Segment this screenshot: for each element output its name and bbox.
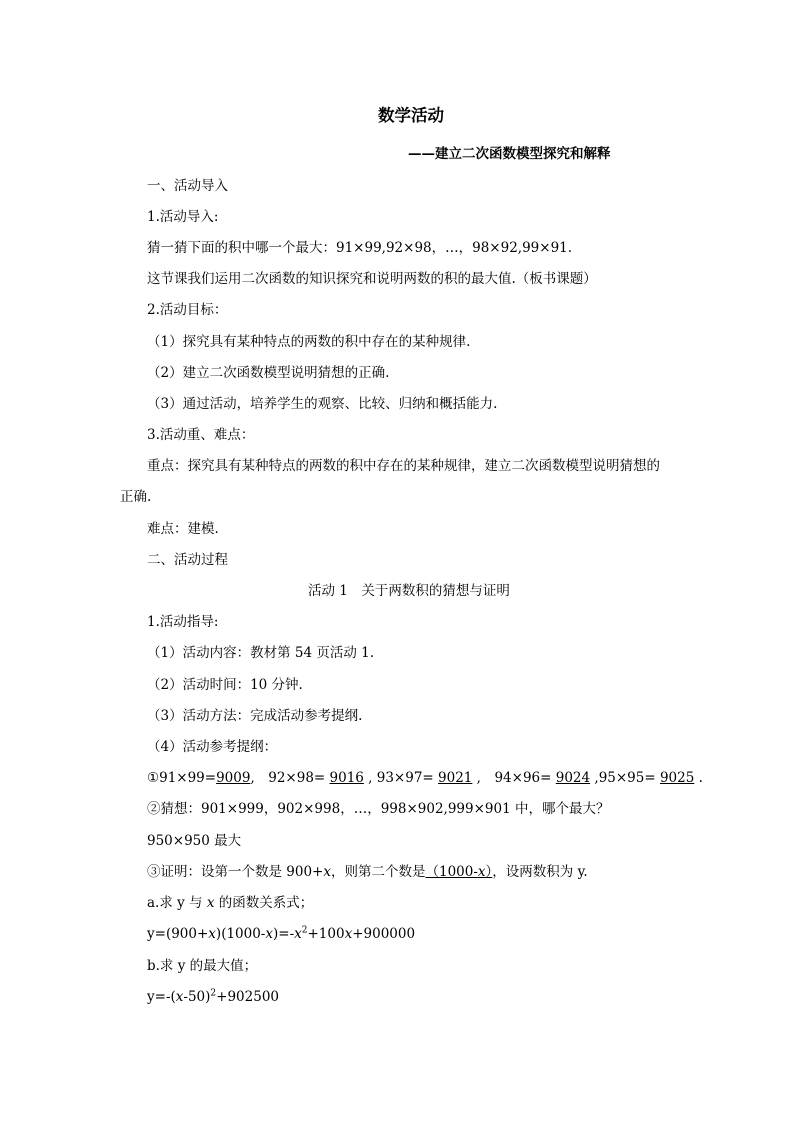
product-expr-4: , 94×96= [472, 770, 556, 786]
eq1-part: +900000 [352, 926, 416, 942]
subsection-heading-goals: 2.活动目标： [147, 302, 228, 318]
eq1-variable: x [208, 926, 216, 942]
product-answer-4: 9024 [555, 770, 591, 786]
eq1-part: y=(900+ [147, 926, 209, 942]
equation-2 [147, 988, 279, 1006]
blank-answer-pre: （1000- [425, 864, 478, 880]
product-answer-5: 9025 [659, 770, 695, 786]
eq1-exponent: 2 [301, 925, 308, 936]
question-a-pre: a.求 y 与 [147, 895, 207, 911]
guess-line: 猜一猜下面的积中哪一个最大：91×99,92×98，…，98×92,99×91. [147, 240, 573, 256]
proof-post: ，设两数积为 y. [492, 864, 588, 880]
goal-item-2: （2）建立二次函数模型说明猜想的正确. [147, 365, 390, 381]
guide-item-1: （1）活动内容：教材第 54 页活动 1. [147, 645, 375, 661]
blank-answer-post: ） [485, 864, 493, 880]
blank-answer-variable: x [477, 864, 486, 880]
eq2-variable: x [175, 989, 184, 1005]
subsection-heading-intro: 1.活动导入: [147, 209, 219, 225]
eq1-variable: x [294, 926, 302, 942]
eq1-part: +100 [307, 926, 345, 942]
eq2-part: y=-( [147, 989, 176, 1005]
eq1-variable: x [344, 926, 353, 942]
proof-variable: x [323, 864, 331, 880]
question-b: b.求 y 的最大值； [147, 958, 258, 974]
equation-1 [147, 925, 415, 943]
product-answer-2: 9016 [329, 770, 364, 786]
products-end: . [694, 770, 703, 786]
proof-blank-answer [426, 864, 493, 880]
question-a-variable: x [206, 895, 215, 911]
guide-item-2: （2）活动时间：10 分钟. [147, 677, 303, 693]
eq1-part: )=- [273, 926, 295, 942]
intro-line: 这节课我们运用二次函数的知识探究和说明两数的积的最大值.（板书课题） [147, 271, 597, 287]
product-answer-1: 9009 [216, 770, 251, 786]
key-point-line-1: 重点：探究具有某种特点的两数的积中存在的某种规律，建立二次函数模型说明猜想的 [147, 458, 660, 474]
product-expr-3: , 93×97= [363, 770, 439, 786]
key-point-line-2: 正确. [120, 489, 152, 505]
section-heading-1: 一、活动导入 [147, 178, 228, 194]
product-expr-2: , 92×98= [250, 770, 330, 786]
document-title: 数学活动 [378, 106, 444, 125]
subsection-heading-keypoints: 3.活动重、难点： [147, 427, 255, 443]
eq2-part: +902500 [216, 989, 280, 1005]
products-line [147, 769, 703, 787]
product-expr-5: ,95×95= [590, 770, 660, 786]
product-expr-1: ①91×99= [147, 770, 217, 786]
document-subtitle: ——建立二次函数模型探究和解释 [408, 146, 611, 162]
question-a-post: 的函数关系式； [214, 895, 314, 911]
goal-item-3: （3）通过活动，培养学生的观察、比较、归纳和概括能力. [147, 396, 498, 412]
conjecture-line: ②猜想：901×999，902×998，…，998×902,999×901 中，哪个最大？ [147, 801, 610, 817]
proof-pre: ③证明：设第一个数是 900+ [147, 864, 324, 880]
guide-item-3: （3）活动方法：完成活动参考提纲. [147, 708, 363, 724]
eq1-part: )(1000- [215, 926, 266, 942]
difficult-point: 难点：建模. [147, 521, 219, 537]
product-answer-3: 9021 [438, 770, 473, 786]
proof-line [147, 863, 588, 881]
guide-item-4: （4）活动参考提纲： [147, 739, 278, 755]
eq1-variable: x [265, 926, 273, 942]
section-heading-2: 二、活动过程 [147, 552, 228, 568]
eq2-exponent: 2 [210, 988, 217, 999]
guide-heading: 1.活动指导: [147, 614, 219, 630]
goal-item-1: （1）探究具有某种特点的两数的积中存在的某种规律. [147, 334, 471, 350]
proof-mid: ，则第二个数是 [331, 864, 426, 880]
activity-title: 活动 1 关于两数积的猜想与证明 [308, 583, 510, 599]
eq2-part: -50) [183, 989, 211, 1005]
question-a [147, 894, 313, 912]
conjecture-answer: 950×950 最大 [147, 833, 242, 849]
